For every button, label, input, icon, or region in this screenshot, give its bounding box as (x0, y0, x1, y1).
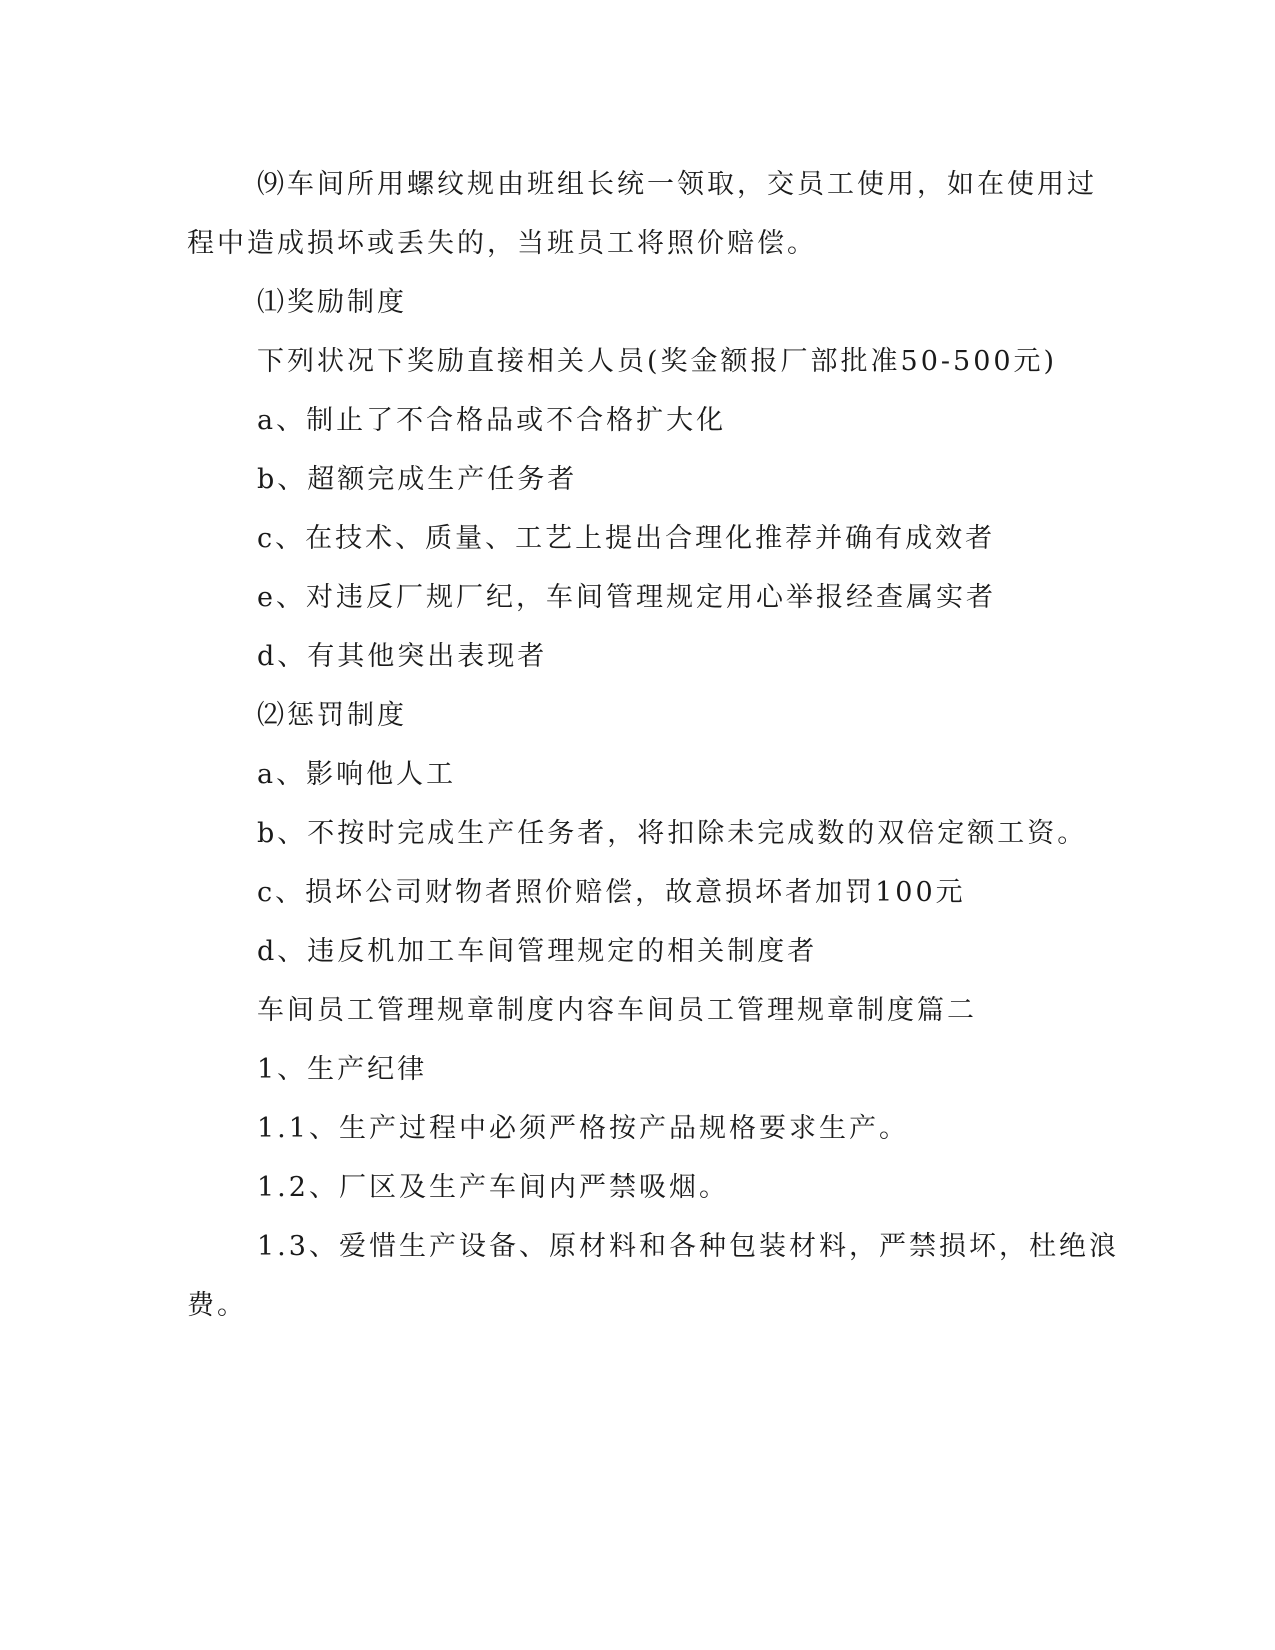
paragraph-9-line-2: 程中造成损坏或丢失的，当班员工将照价赔偿。 (187, 228, 817, 259)
rule-1-2: 1.2、厂区及生产车间内严禁吸烟。 (257, 1172, 729, 1203)
penalties-item-a: a、影响他人工 (257, 759, 457, 790)
rewards-intro: 下列状况下奖励直接相关人员(奖金额报厂部批准50-500元) (257, 346, 1058, 377)
rule-1-1: 1.1、生产过程中必须严格按产品规格要求生产。 (257, 1113, 909, 1144)
rewards-item-c: c、在技术、质量、工艺上提出合理化推荐并确有成效者 (257, 523, 996, 554)
paragraph-9-line-1: ⑼车间所用螺纹规由班组长统一领取，交员工使用，如在使用过 (257, 169, 1097, 200)
rewards-item-a: a、制止了不合格品或不合格扩大化 (257, 405, 727, 436)
rule-1-3-line-1: 1.3、爱惜生产设备、原材料和各种包装材料，严禁损坏，杜绝浪 (257, 1231, 1119, 1262)
rewards-item-e: e、对违反厂规厂纪，车间管理规定用心举报经查属实者 (257, 582, 996, 613)
rewards-item-b: b、超额完成生产任务者 (257, 464, 578, 495)
penalties-item-b: b、不按时完成生产任务者，将扣除未完成数的双倍定额工资。 (257, 818, 1088, 849)
rule-1-3-line-2: 费。 (187, 1290, 247, 1321)
section-heading-penalties: ⑵惩罚制度 (257, 700, 407, 731)
rewards-item-d: d、有其他突出表现者 (257, 641, 548, 672)
section-heading-production-discipline: 1、生产纪律 (257, 1054, 428, 1085)
article-two-title: 车间员工管理规章制度内容车间员工管理规章制度篇二 (257, 995, 977, 1026)
penalties-item-c: c、损坏公司财物者照价赔偿，故意损坏者加罚100元 (257, 877, 966, 908)
section-heading-rewards: ⑴奖励制度 (257, 287, 407, 318)
penalties-item-d: d、违反机加工车间管理规定的相关制度者 (257, 936, 818, 967)
